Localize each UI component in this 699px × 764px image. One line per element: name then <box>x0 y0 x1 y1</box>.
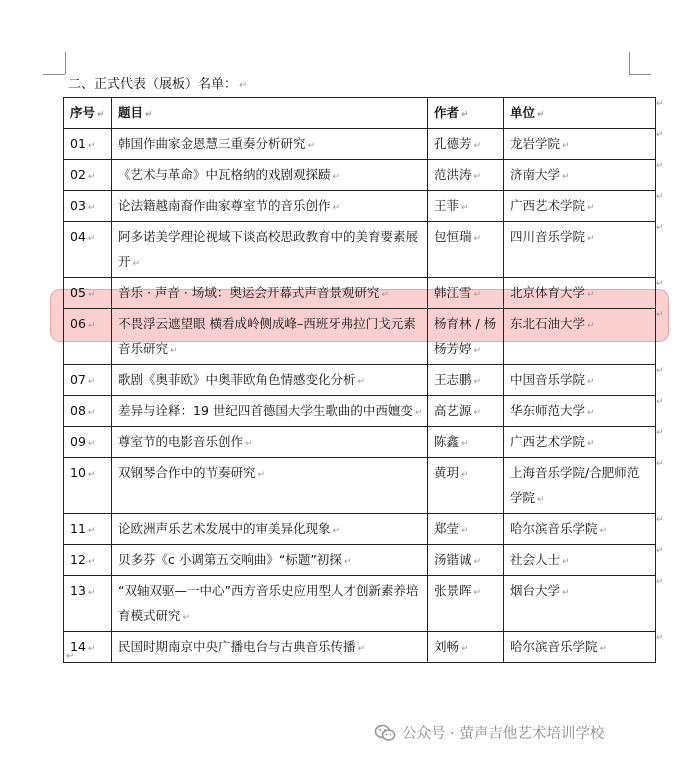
header-no: 序号 ↵ <box>64 98 112 129</box>
table-row <box>64 396 656 427</box>
cell-unit: 烟台大学 ↵ <box>504 576 656 632</box>
row-end-mark: ↵ <box>656 459 664 469</box>
section-heading: 二、正式代表（展板）名单： ↵ <box>68 77 248 92</box>
cell-no: 08 ↵ <box>64 396 112 427</box>
table-row <box>64 309 656 365</box>
cell-author: 张景晖 ↵ <box>428 576 504 632</box>
cell-unit: 东北石油大学 ↵ <box>504 309 656 365</box>
cell-no: 09 ↵ <box>64 427 112 458</box>
table-row <box>64 576 656 632</box>
cell-no: 01 ↵ <box>64 129 112 160</box>
cell-unit: 华东师范大学 ↵ <box>504 396 656 427</box>
cell-author: 孔德芳 ↵ <box>428 129 504 160</box>
table-row <box>64 129 656 160</box>
watermark <box>374 722 604 743</box>
row-end-mark: ↵ <box>656 397 664 407</box>
cell-author: 韩江雪 ↵ <box>428 278 504 309</box>
cell-unit: 上海音乐学院/合肥师范学院 ↵ <box>504 458 656 514</box>
cell-unit: 北京体育大学 ↵ <box>504 278 656 309</box>
table-row <box>64 458 656 514</box>
row-end-mark: ↵ <box>656 633 664 643</box>
table-row <box>64 191 656 222</box>
paragraph-mark: ↵ <box>239 80 248 91</box>
cell-unit: 龙岩学院 ↵ <box>504 129 656 160</box>
cell-author: 汤锴诚 ↵ <box>428 545 504 576</box>
cell-title: “双轴双驱—一中心”西方音乐史应用型人才创新素养培育模式研究 ↵ <box>112 576 428 632</box>
cell-title: 论欧洲声乐艺术发展中的审美异化现象 ↵ <box>112 514 428 545</box>
cell-unit: 广西艺术学院 ↵ <box>504 427 656 458</box>
header-author: 作者 ↵ <box>428 98 504 129</box>
cell-author: 王菲 ↵ <box>428 191 504 222</box>
row-end-mark: ↵ <box>656 161 664 171</box>
cell-unit: 中国音乐学院 ↵ <box>504 365 656 396</box>
cell-title: 贝多芬《c 小调第五交响曲》“标题”初探 ↵ <box>112 545 428 576</box>
end-paragraph-mark: ↵ <box>66 651 75 662</box>
row-end-mark: ↵ <box>656 279 664 289</box>
crop-mark-top-right-vertical <box>629 52 630 74</box>
cell-author: 黄玥 ↵ <box>428 458 504 514</box>
cell-title: 不畏浮云遮望眼 横看成岭侧成峰–西班牙弗拉门戈元素音乐研究 ↵ <box>112 309 428 365</box>
row-end-mark: ↵ <box>656 428 664 438</box>
cell-title: 阿多诺美学理论视域下谈高校思政教育中的美育要素展开 ↵ <box>112 222 428 278</box>
row-end-mark: ↵ <box>656 366 664 376</box>
row-end-mark: ↵ <box>656 515 664 525</box>
cell-author: 高艺源 ↵ <box>428 396 504 427</box>
cell-unit: 哈尔滨音乐学院 ↵ <box>504 514 656 545</box>
table-row <box>64 278 656 309</box>
crop-mark-top-left-horizontal <box>43 74 65 75</box>
cell-no: 13 ↵ <box>64 576 112 632</box>
cell-title: 《艺术与革命》中瓦格纳的戏剧观探赜 ↵ <box>112 160 428 191</box>
cell-no: 05 ↵ <box>64 278 112 309</box>
cell-title: 音乐 · 声音 · 场域：奥运会开幕式声音景观研究 ↵ <box>112 278 428 309</box>
wechat-icon <box>374 724 396 742</box>
crop-mark-top-right-horizontal <box>629 74 651 75</box>
watermark-text: 公众号 · 萤声吉他艺术培训学校 <box>402 726 605 742</box>
table-row <box>64 427 656 458</box>
cell-author: 郑莹 ↵ <box>428 514 504 545</box>
cell-title: 双钢琴合作中的节奏研究 ↵ <box>112 458 428 514</box>
table-header-row <box>64 98 656 129</box>
cell-no: 07 ↵ <box>64 365 112 396</box>
representatives-table <box>63 97 656 663</box>
row-end-mark: ↵ <box>656 192 664 202</box>
cell-author: 包恒瑞 ↵ <box>428 222 504 278</box>
row-end-mark: ↵ <box>656 546 664 556</box>
table-row <box>64 632 656 663</box>
cell-author: 王志鹏 ↵ <box>428 365 504 396</box>
cell-unit: 广西艺术学院 ↵ <box>504 191 656 222</box>
cell-author: 杨育林 / 杨杨芳婷 ↵ <box>428 309 504 365</box>
cell-no: 14 ↵ <box>64 632 112 663</box>
cell-no: 12 ↵ <box>64 545 112 576</box>
row-end-mark: ↵ <box>656 99 664 109</box>
header-unit: 单位 ↵ <box>504 98 656 129</box>
cell-title: 差异与诠释：19 世纪四首德国大学生歌曲的中西嬗变 ↵ <box>112 396 428 427</box>
cell-title: 论法籍越南裔作曲家尊室节的音乐创作 ↵ <box>112 191 428 222</box>
row-end-mark: ↵ <box>656 577 664 587</box>
cell-title: 歌剧《奥菲欧》中奥菲欧角色情感变化分析 ↵ <box>112 365 428 396</box>
cell-unit: 四川音乐学院 ↵ <box>504 222 656 278</box>
cell-no: 02 ↵ <box>64 160 112 191</box>
table-row <box>64 545 656 576</box>
cell-no: 06 ↵ <box>64 309 112 365</box>
cell-title: 民国时期南京中央广播电台与古典音乐传播 ↵ <box>112 632 428 663</box>
cell-title: 尊室节的电影音乐创作 ↵ <box>112 427 428 458</box>
cell-no: 11 ↵ <box>64 514 112 545</box>
cell-author: 刘畅 ↵ <box>428 632 504 663</box>
row-end-mark: ↵ <box>656 310 664 320</box>
table-row <box>64 222 656 278</box>
cell-no: 03 ↵ <box>64 191 112 222</box>
cell-unit: 济南大学 ↵ <box>504 160 656 191</box>
row-end-mark: ↵ <box>656 223 664 233</box>
table-row <box>64 365 656 396</box>
cell-no: 10 ↵ <box>64 458 112 514</box>
crop-mark-top-left-vertical <box>65 52 66 74</box>
cell-no: 04 ↵ <box>64 222 112 278</box>
cell-author: 陈鑫 ↵ <box>428 427 504 458</box>
cell-unit: 哈尔滨音乐学院 ↵ <box>504 632 656 663</box>
cell-title: 韩国作曲家金恩慧三重奏分析研究 ↵ <box>112 129 428 160</box>
table-row <box>64 160 656 191</box>
row-end-mark: ↵ <box>656 130 664 140</box>
cell-unit: 社会人士 ↵ <box>504 545 656 576</box>
header-title: 题目 ↵ <box>112 98 428 129</box>
cell-author: 范洪涛 ↵ <box>428 160 504 191</box>
table-row <box>64 514 656 545</box>
